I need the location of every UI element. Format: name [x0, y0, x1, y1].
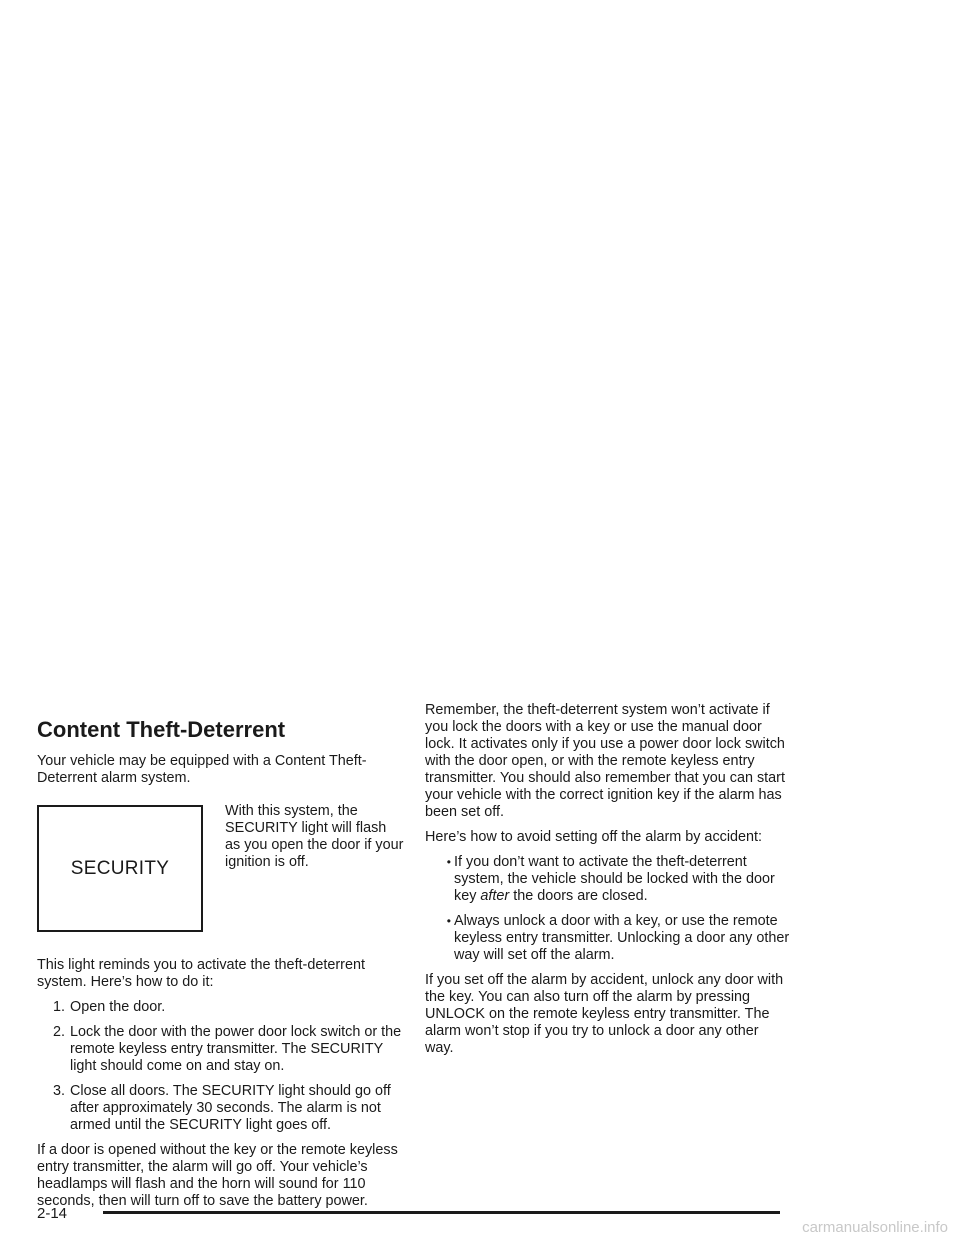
security-light-label: SECURITY — [70, 858, 170, 879]
door-opened-paragraph: If a door is opened without the key or the remote keyless entry transmitter, the alarm will go off. Your vehicle’s headlamps will flash and the horn will sound for 110 seconds, then will turn off to save the battery power. — [37, 1142, 398, 1209]
intro-paragraph: Your vehicle may be equipped with a Content Theft-Deterrent alarm system. — [37, 753, 367, 786]
watermark-text[interactable]: carmanualsonline.info — [802, 1219, 948, 1236]
step-text: Close all doors. The SECURITY light should go off after approximately 30 seconds. The alarm is not armed until the SECURITY light goes off. — [70, 1083, 391, 1133]
reminder-paragraph: This light reminds you to activate the theft-deterrent system. Here’s how to do it: — [37, 957, 365, 990]
page-number: 2-14 — [37, 1205, 68, 1222]
list-item — [37, 1024, 405, 1075]
footer-rule — [103, 1211, 780, 1214]
list-item — [37, 999, 405, 1016]
avoid-list — [425, 854, 790, 964]
left-column — [37, 717, 405, 1218]
bullet-icon: • — [446, 914, 451, 928]
step-number: 1. — [52, 999, 65, 1015]
list-item — [425, 913, 790, 964]
figure-caption: With this system, the SECURITY light will flash as you open the door if your ignition is off. — [225, 803, 404, 870]
list-item — [425, 854, 790, 905]
bullet-text: Always unlock a door with a key, or use the remote keyless entry transmitter. Unlocking a door any other way will set off the alarm. — [454, 913, 790, 963]
steps-list — [37, 999, 405, 1134]
step-text: Open the door. — [70, 999, 166, 1015]
security-light-icon — [37, 805, 203, 932]
step-number: 3. — [52, 1083, 65, 1099]
emphasis-text: after — [480, 888, 510, 904]
right-column — [425, 702, 790, 1065]
step-text: Lock the door with the power door lock switch or the remote keyless entry transmitter. The SECURITY light should come on and stay on. — [70, 1024, 402, 1074]
remember-paragraph: Remember, the theft-deterrent system won’t activate if you lock the doors with a key or use the manual door lock. It activates only if you use a power door lock switch with the door open, or with the remote keyless entry transmitter. You should also remember that you can start your vehicle with the correct ignition key if the alarm has been set off. — [425, 702, 785, 820]
section-title: Content Theft-Deterrent — [37, 717, 286, 742]
security-figure — [37, 803, 405, 932]
avoid-intro-paragraph: Here’s how to avoid setting off the alarm by accident: — [425, 829, 763, 845]
bullet-icon: • — [446, 855, 451, 869]
accident-paragraph: If you set off the alarm by accident, unlock any door with the key. You can also turn off the alarm by pressing UNLOCK on the remote keyless entry transmitter. The alarm won’t stop if you try to unlock a door any other way. — [425, 972, 784, 1056]
bullet-text: If you don’t want to activate the theft-deterrent system, the vehicle should be locked with the door key after the doors are closed. — [454, 854, 775, 904]
list-item — [37, 1083, 405, 1134]
step-number: 2. — [52, 1024, 65, 1040]
